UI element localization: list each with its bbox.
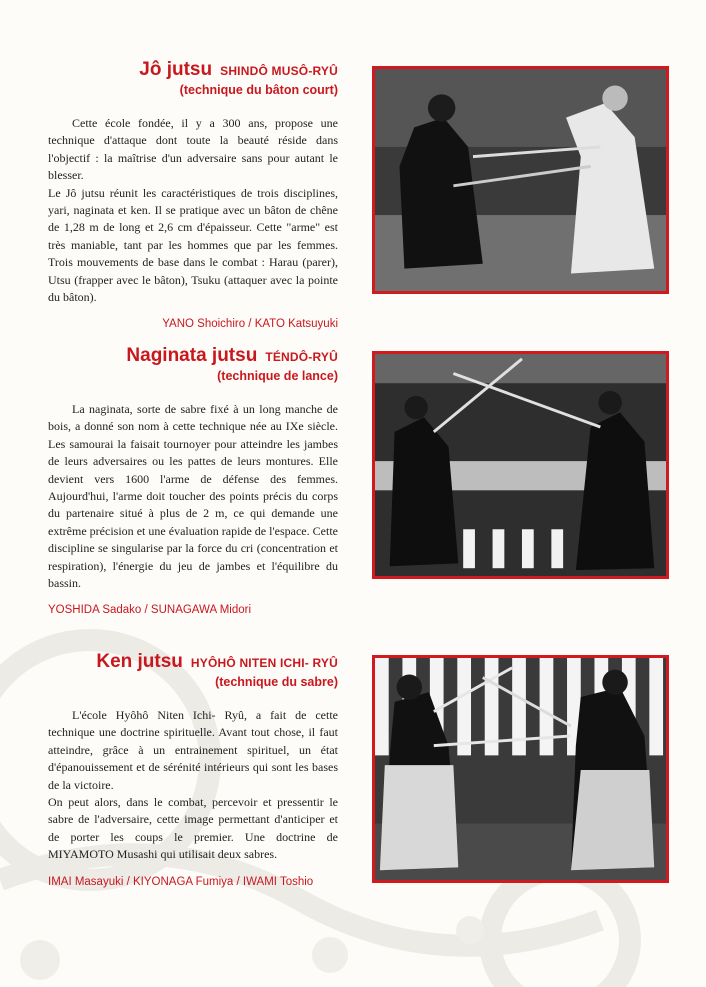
section-text-column (48, 60, 338, 330)
section-heading (48, 652, 338, 691)
section-body (48, 115, 338, 306)
section-subtitle: (technique du sabre) (215, 675, 338, 689)
section-body (48, 401, 338, 592)
paragraph: On peut alors, dans le combat, percevoir et pressentir le sabre de l'adversaire, cette image permettant d'anticiper et de porter les coups le premier. Une doctrine de MIYAMOTO Musashi qui utilisait deux sabres. (48, 795, 338, 862)
ken-jutsu-photo (372, 655, 669, 883)
paragraph: La naginata, sorte de sabre fixé à un long manche de bois, a donné son nom à cette technique née au IXe siècle. Les samourai la faisait tournoyer pour atteindre les jambes de leurs adversaires ou les pattes de leurs montures. Elle devient vers 1600 l'arme de défense des femmes. Aujourd'hui, l'arme doit toucher des points précis du corps du partenaire situé à plus de 2 m, ce qui demande une extrême précision et une évaluation rapide de l'espace. Cette discipline se singularise par la force du cri (concentration et respiration), l'énergie du jeu de jambes et l'équilibre du bassin. (48, 402, 338, 591)
section-subtitle: (technique de lance) (217, 369, 338, 383)
section-text-column (48, 652, 338, 888)
school-name: HYÔHÔ NITEN ICHI- RYÛ (190, 656, 338, 670)
section-heading (48, 346, 338, 385)
photo-credit: IMAI Masayuki / KIYONAGA Fumiya / IWAMI Toshio (48, 875, 314, 888)
paragraph: Cette école fondée, il y a 300 ans, propose une technique d'attaque dont toute la beauté réside dans l'objectif : la maîtrise d'un adversaire sans pour autant le blesser. (48, 116, 338, 183)
photo-credit: YOSHIDA Sadako / SUNAGAWA Midori (48, 604, 252, 617)
school-name: TÉNDÔ-RYÛ (265, 350, 338, 364)
section-title: Naginata jutsu (126, 345, 258, 366)
paragraph: Le Jô jutsu réunit les caractéristiques de trois disciplines, yari, naginata et ken. Il se pratique avec un bâton de chêne de 1,28 m de long et 2,6 cm d'épaisseur. Cette "arme" est très maniable, tant par les hommes que par les femmes. Trois mouvements de base dans le combat : Harau (parer), Utsu (frapper avec le bâton), Tsuku (attaquer avec la pointe du bâton). (48, 185, 338, 305)
jo-jutsu-photo (372, 66, 669, 294)
school-name: SHINDÔ MUSÔ-RYÛ (220, 64, 338, 78)
section-text-column (48, 346, 338, 616)
section-heading (48, 60, 338, 99)
section-subtitle: (technique du bâton court) (179, 83, 338, 97)
photo-credit: YANO Shoichiro / KATO Katsuyuki (162, 318, 338, 331)
section-body (48, 707, 338, 864)
section-title: Jô jutsu (139, 59, 213, 80)
paragraph: L'école Hyôhô Niten Ichi- Ryû, a fait de cette technique une doctrine spirituelle. Avant tout chose, il faut atteindre, grâce à un entrainement spirituel, un état d'épanouissement et de sérénité intérieurs qui sont les bases de la victoire. (48, 708, 338, 792)
naginata-jutsu-photo (372, 351, 669, 579)
section-title: Ken jutsu (96, 651, 183, 672)
